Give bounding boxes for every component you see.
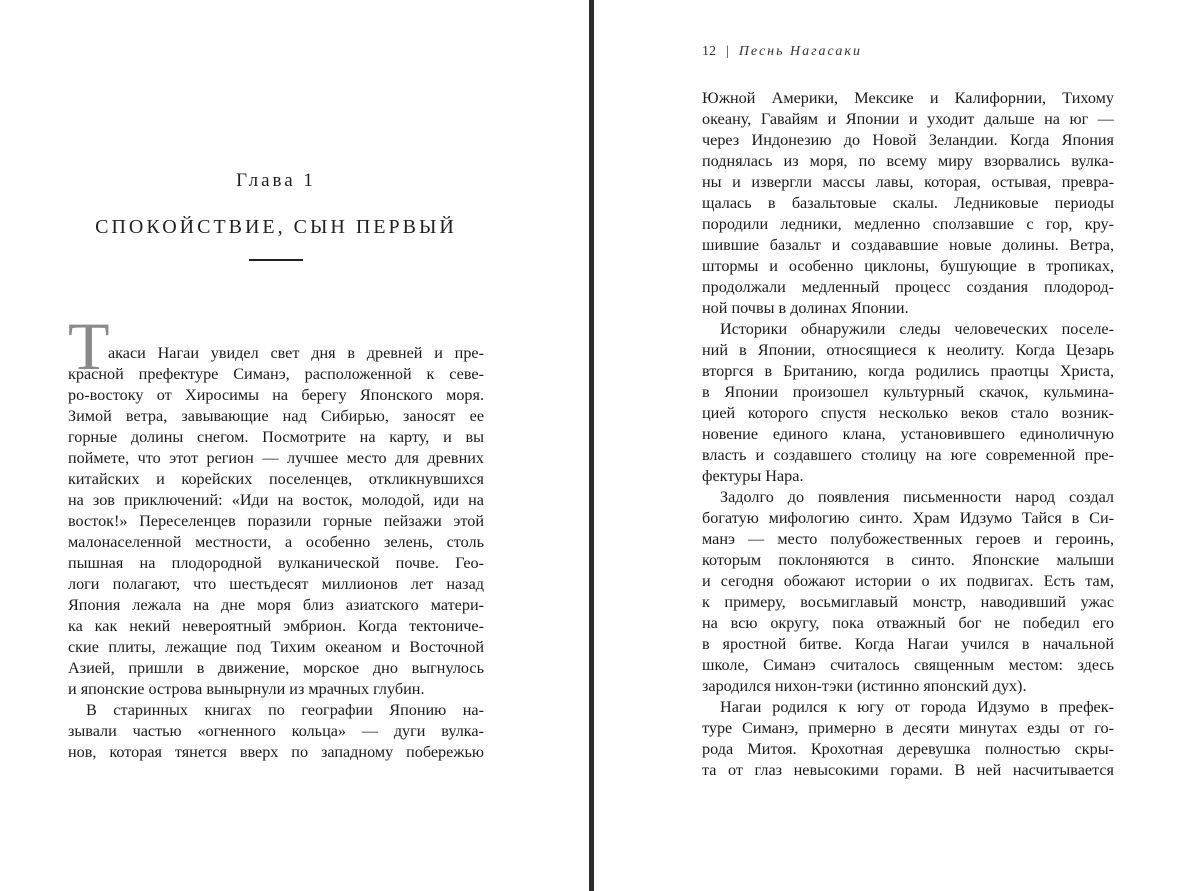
text-line: В старинных книгах по географии Японию на- bbox=[86, 701, 484, 719]
text-line: и японские острова вынырнули из мрачных глубин. bbox=[68, 680, 425, 698]
text-line: через Индонезию до Новой Зеландии. Когда Япония bbox=[702, 131, 1114, 149]
page-divider bbox=[589, 0, 594, 891]
text-line: океану, Гавайям и Японии и уходит дальше на юг — bbox=[702, 110, 1114, 128]
text-line: ро-востоку от Хиросимы на берегу Японского моря. bbox=[68, 386, 484, 404]
text-line: китайских и корейских поселенцев, откликнувшихся bbox=[68, 470, 484, 488]
text-line: ские плиты, лежащие под Тихим океаном и Восточной bbox=[68, 638, 484, 656]
text-line: логи полагают, что шестьдесят миллионов лет назад bbox=[68, 575, 484, 593]
left-body-text bbox=[68, 343, 484, 763]
text-line: нов, которая тянется вверх по западному побережью bbox=[68, 743, 484, 761]
text-line: поймете, что этот регион — лучшее место для древних bbox=[68, 449, 484, 467]
text-line: туре Симанэ, примерно в десяти минутах езды от го- bbox=[702, 719, 1114, 737]
text-line: и сегодня обожают истории о их подвигах. Есть там, bbox=[702, 572, 1114, 590]
text-line: в Японии произошел культурный скачок, кульмина- bbox=[702, 383, 1114, 401]
text-line: фектуры Нара. bbox=[702, 467, 804, 485]
chapter-label: Глава 1 bbox=[236, 170, 316, 191]
chapter-title: СПОКОЙСТВИЕ, СЫН ПЕРВЫЙ bbox=[95, 216, 457, 238]
text-line: красной префектуре Симанэ, расположенной к севе- bbox=[68, 365, 484, 383]
text-line: Историки обнаружили следы человеческих поселе- bbox=[720, 320, 1114, 338]
text-line: цией которого спустя несколько веков стало возник- bbox=[702, 404, 1114, 422]
text-line: на зов приключений: «Иди на восток, молодой, иди на bbox=[68, 491, 484, 509]
text-line: ний в Японии, относящиеся к неолиту. Когда Цезарь bbox=[702, 341, 1114, 359]
text-line: породили ледники, медленно сползавшие с гор, кру- bbox=[702, 215, 1114, 233]
text-line: ной почвы в долинах Японии. bbox=[702, 299, 909, 317]
text-line: богатую мифологию синто. Храм Идзумо Тайся в Си- bbox=[702, 509, 1114, 527]
text-line: новение единого клана, установившего единоличную bbox=[702, 425, 1114, 443]
text-line: щалась в базальтовые скалы. Ледниковые периоды bbox=[702, 194, 1114, 212]
chapter-rule bbox=[249, 259, 303, 261]
text-line: продолжали медленный процесс создания плодород- bbox=[702, 278, 1114, 296]
right-body-text bbox=[702, 88, 1114, 781]
text-line: рода Митоя. Крохотная деревушка полностью скры- bbox=[702, 740, 1114, 758]
text-line: которым поклоняются в синто. Японские малыши bbox=[702, 551, 1114, 569]
running-title: Песнь Нагасаки bbox=[738, 44, 862, 59]
page-number: 12 bbox=[702, 44, 716, 59]
text-line: зародился нихон-тэки (истинно японский дух). bbox=[702, 677, 1027, 695]
text-line: поднялась из моря, по всему миру взорвались вулка- bbox=[702, 152, 1114, 170]
text-line: шившие базальт и создававшие новые долины. Ветра, bbox=[702, 236, 1114, 254]
text-line: малонаселенной местности, а особенно зелень, столь bbox=[68, 533, 484, 551]
text-line: Зимой ветра, завывающие над Сибирью, заносят ее bbox=[68, 407, 484, 425]
text-line: в яростной битве. Когда Нагаи учился в начальной bbox=[702, 635, 1114, 653]
text-line: ка как некий невероятный эмбрион. Когда тектониче- bbox=[68, 617, 484, 635]
running-head bbox=[702, 44, 862, 60]
text-line: зывали частью «огненного кольца» — дуги вулка- bbox=[68, 722, 484, 740]
text-line: манэ — место полубожественных героев и героинь, bbox=[702, 530, 1114, 548]
text-line: власть и создавшего столицу на юге современной пре- bbox=[702, 446, 1114, 464]
text-line: ны и извергли массы лавы, которая, остывая, превра- bbox=[702, 173, 1114, 191]
text-line: к примеру, восьмиглавый монстр, наводивший ужас bbox=[702, 593, 1114, 611]
text-line: на всю округу, пока отважный бог не победил его bbox=[702, 614, 1114, 632]
text-line: Азией, пришли в движение, морское дно выгнулось bbox=[68, 659, 484, 677]
text-line: школе, Симанэ считалось священным местом: здесь bbox=[702, 656, 1114, 674]
header-separator: | bbox=[726, 44, 729, 59]
text-line: Япония лежала на дне моря близ азиатского матери- bbox=[68, 596, 484, 614]
text-line: горные долины снегом. Посмотрите на карту, и вы bbox=[68, 428, 484, 446]
text-line: восток!» Переселенцев поразили горные пейзажи этой bbox=[68, 512, 484, 530]
right-page bbox=[702, 0, 1114, 891]
text-line: Задолго до появления письменности народ создал bbox=[720, 488, 1114, 506]
text-line: вторгся в Британию, когда родились праотцы Христа, bbox=[702, 362, 1114, 380]
text-line: та от глаз невысокими горами. В ней насчитывается bbox=[702, 761, 1114, 779]
text-line: акаси Нагаи увидел свет дня в древней и пре- bbox=[108, 344, 484, 362]
text-line: пышная на плодородной вулканической почве. Гео- bbox=[68, 554, 484, 572]
text-line: Южной Америки, Мексике и Калифорнии, Тихому bbox=[702, 89, 1114, 107]
text-line: Нагаи родился к югу от города Идзумо в префек- bbox=[720, 698, 1114, 716]
drop-cap: Т bbox=[68, 308, 110, 384]
text-line: штормы и особенно циклоны, бушующие в тропиках, bbox=[702, 257, 1114, 275]
left-page bbox=[68, 0, 484, 891]
